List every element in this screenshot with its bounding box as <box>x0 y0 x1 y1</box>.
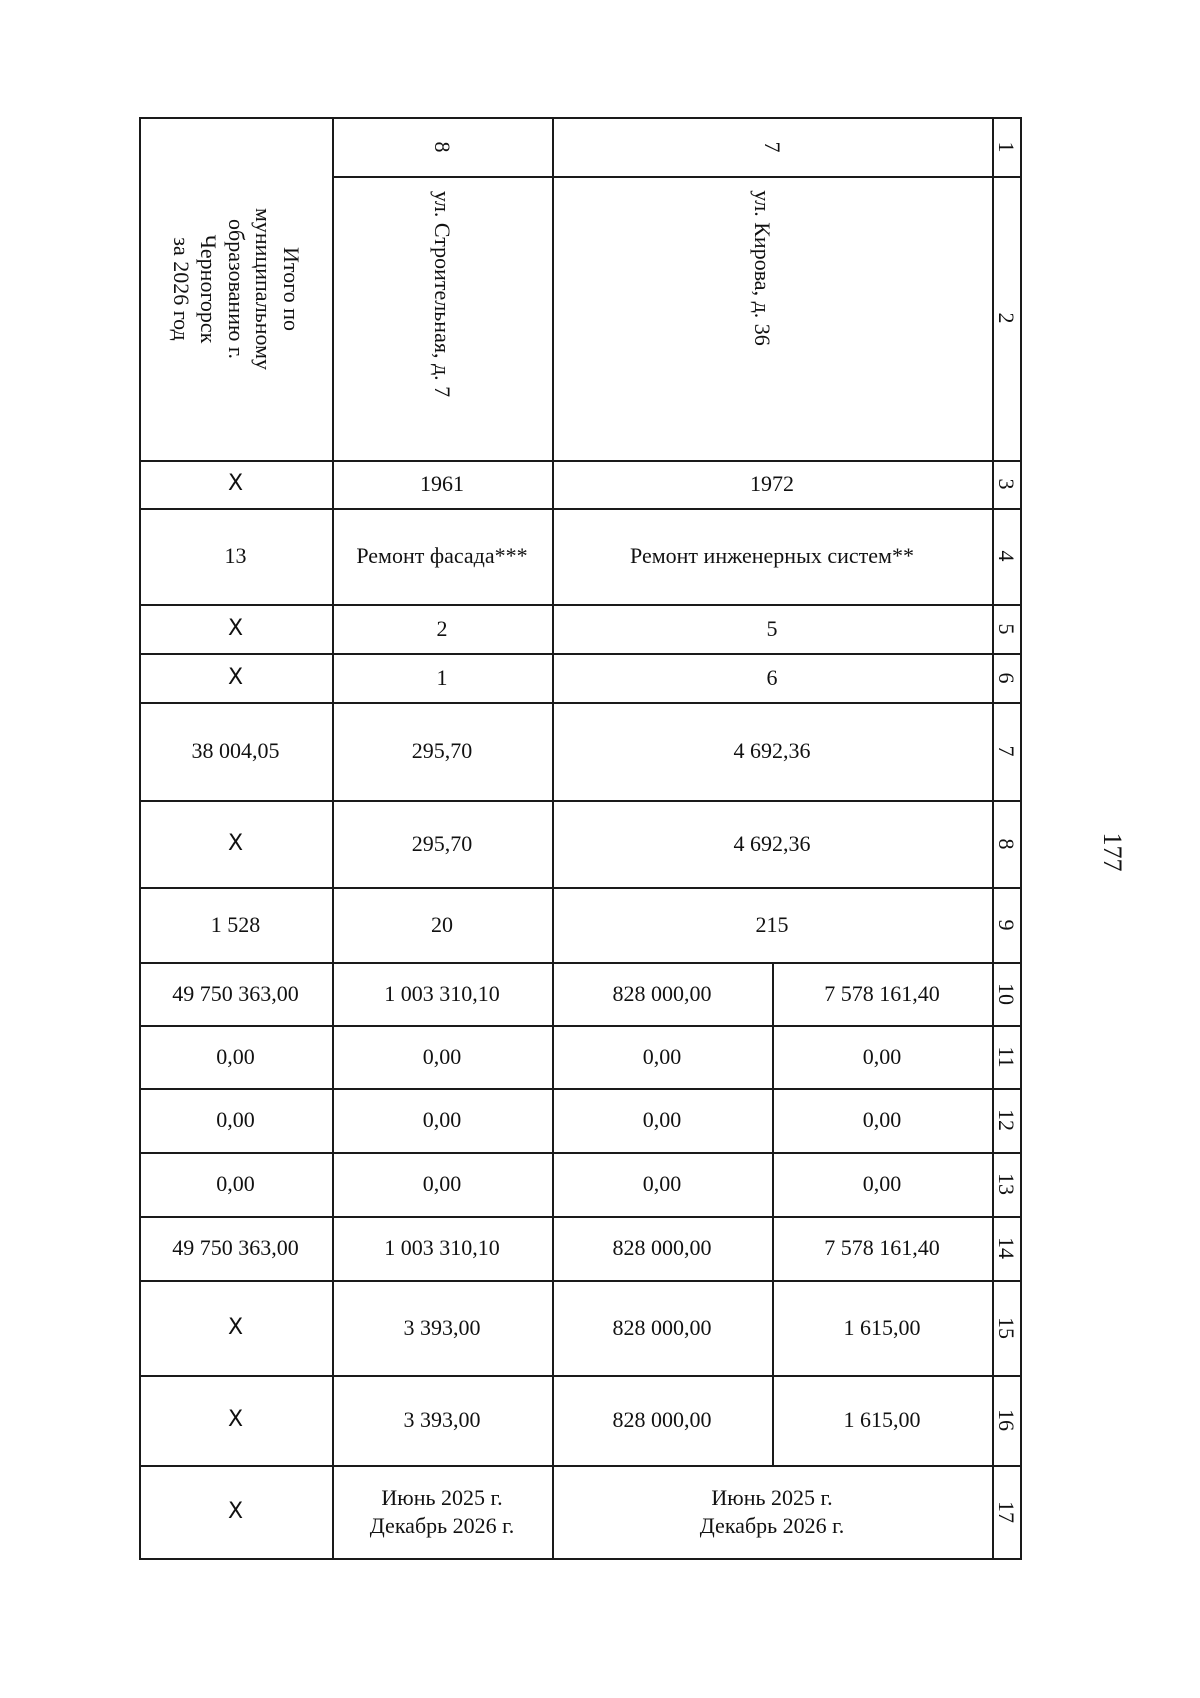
kirova-right-c11: 0,00 <box>862 1043 902 1069</box>
total-c16: Х <box>227 1407 244 1433</box>
column-number-8: 8 <box>993 838 1019 849</box>
total-label-label-line2: образованию г. Черногорск <box>195 218 249 359</box>
kirova-right-c12: 0,00 <box>862 1107 902 1133</box>
column-number-2: 2 <box>993 312 1019 324</box>
kirova-c17 <box>552 1465 992 1558</box>
total-year: Х <box>227 471 244 497</box>
kirova-right-c10: 7 578 161,40 <box>824 980 940 1006</box>
kirova-left-c10: 828 000,00 <box>612 980 712 1006</box>
page-number: 177 <box>1098 832 1127 872</box>
address-kirova: ул. Кирова, д. 36 <box>749 190 775 346</box>
total-label-label-line3: за 2026 год <box>168 236 194 341</box>
address-stroitelnaya: ул. Строительная, д. 7 <box>429 190 455 398</box>
stroitelnaya-work-type: Ремонт фасада*** <box>356 543 528 569</box>
kirova-left-c11: 0,00 <box>642 1043 682 1069</box>
kirova-right-c14: 7 578 161,40 <box>824 1235 940 1261</box>
stroitelnaya-c17-line2: Декабрь 2026 г. <box>369 1512 515 1538</box>
stroitelnaya-col9: 20 <box>431 911 453 937</box>
column-number-5: 5 <box>993 623 1019 634</box>
stroitelnaya-col7: 295,70 <box>411 738 473 764</box>
stroitelnaya-c16: 3 393,00 <box>403 1407 481 1433</box>
stroitelnaya-col5: 2 <box>436 615 448 641</box>
column-number-16: 16 <box>993 1409 1019 1431</box>
total-col9: 1 528 <box>210 911 261 937</box>
kirova-left-c12: 0,00 <box>642 1107 682 1133</box>
total-c13: 0,00 <box>216 1171 255 1197</box>
row-divider-17 <box>139 1558 1020 1560</box>
kirova-left-c16: 828 000,00 <box>612 1407 712 1433</box>
total-col6: Х <box>227 664 244 690</box>
column-number-15: 15 <box>993 1316 1019 1339</box>
column-number-17: 17 <box>993 1500 1019 1523</box>
stroitelnaya-c11: 0,00 <box>422 1043 462 1069</box>
column-number-6: 6 <box>993 672 1019 683</box>
total-c15: Х <box>227 1314 244 1340</box>
kirova-right-c16: 1 615,00 <box>843 1407 921 1433</box>
total-col5: Х <box>227 615 244 641</box>
stroitelnaya-col6: 1 <box>436 664 448 690</box>
kirova-work-type: Ремонт инженерных систем** <box>630 543 914 569</box>
total-work-type: 13 <box>224 543 247 569</box>
kirova-col5: 5 <box>766 615 778 641</box>
total-label-label-line1: Итого по муниципальному <box>250 207 304 370</box>
kirova-c17-line1: Июнь 2025 г. <box>711 1485 833 1510</box>
kirova-col7: 4 692,36 <box>733 738 811 764</box>
total-c12: 0,00 <box>216 1107 255 1133</box>
col-divider-right <box>1020 117 1022 1560</box>
kirova-c17-line2: Декабрь 2026 г. <box>699 1512 845 1538</box>
stroitelnaya-year: 1961 <box>420 471 464 497</box>
kirova-year: 1972 <box>750 471 794 497</box>
kirova-right-c13: 0,00 <box>862 1171 902 1197</box>
kirova-col6: 6 <box>766 664 778 690</box>
total-label <box>167 207 305 369</box>
total-c10: 49 750 363,00 <box>172 980 299 1006</box>
column-number-7: 7 <box>993 745 1019 757</box>
column-number-3: 3 <box>993 478 1019 490</box>
row-number-kirova: 7 <box>759 141 785 152</box>
column-number-14: 14 <box>993 1237 1019 1259</box>
kirova-left-c14: 828 000,00 <box>612 1235 712 1261</box>
stroitelnaya-c17 <box>332 1465 552 1558</box>
total-c17: Х <box>227 1498 244 1524</box>
stroitelnaya-c13: 0,00 <box>422 1171 462 1197</box>
kirova-col8: 4 692,36 <box>733 830 811 856</box>
row-number-stroitelnaya: 8 <box>429 141 455 152</box>
total-c11: 0,00 <box>216 1043 255 1069</box>
row-divider-numcol-1 <box>992 176 1020 178</box>
total-col8: Х <box>227 830 244 856</box>
stroitelnaya-col8: 295,70 <box>411 830 473 856</box>
stroitelnaya-c17-line1: Июнь 2025 г. <box>381 1485 503 1510</box>
column-number-12: 12 <box>993 1109 1019 1131</box>
kirova-right-c15: 1 615,00 <box>843 1314 921 1340</box>
total-c14: 49 750 363,00 <box>172 1235 299 1261</box>
kirova-col9: 215 <box>755 911 789 937</box>
row-divider-1 <box>332 176 992 178</box>
stroitelnaya-c12: 0,00 <box>422 1107 462 1133</box>
column-number-10: 10 <box>993 982 1019 1005</box>
row-divider-0 <box>139 117 1020 119</box>
column-number-4: 4 <box>993 550 1019 562</box>
stroitelnaya-c14: 1 003 310,10 <box>384 1235 500 1261</box>
column-number-11: 11 <box>993 1045 1019 1068</box>
stroitelnaya-c10: 1 003 310,10 <box>384 980 500 1006</box>
kirova-left-c15: 828 000,00 <box>612 1314 712 1340</box>
column-number-13: 13 <box>993 1173 1019 1195</box>
stroitelnaya-c15: 3 393,00 <box>403 1314 481 1340</box>
column-number-9: 9 <box>993 919 1019 930</box>
kirova-left-c13: 0,00 <box>642 1171 682 1197</box>
column-number-1: 1 <box>993 141 1019 152</box>
total-col7: 38 004,05 <box>191 738 280 764</box>
